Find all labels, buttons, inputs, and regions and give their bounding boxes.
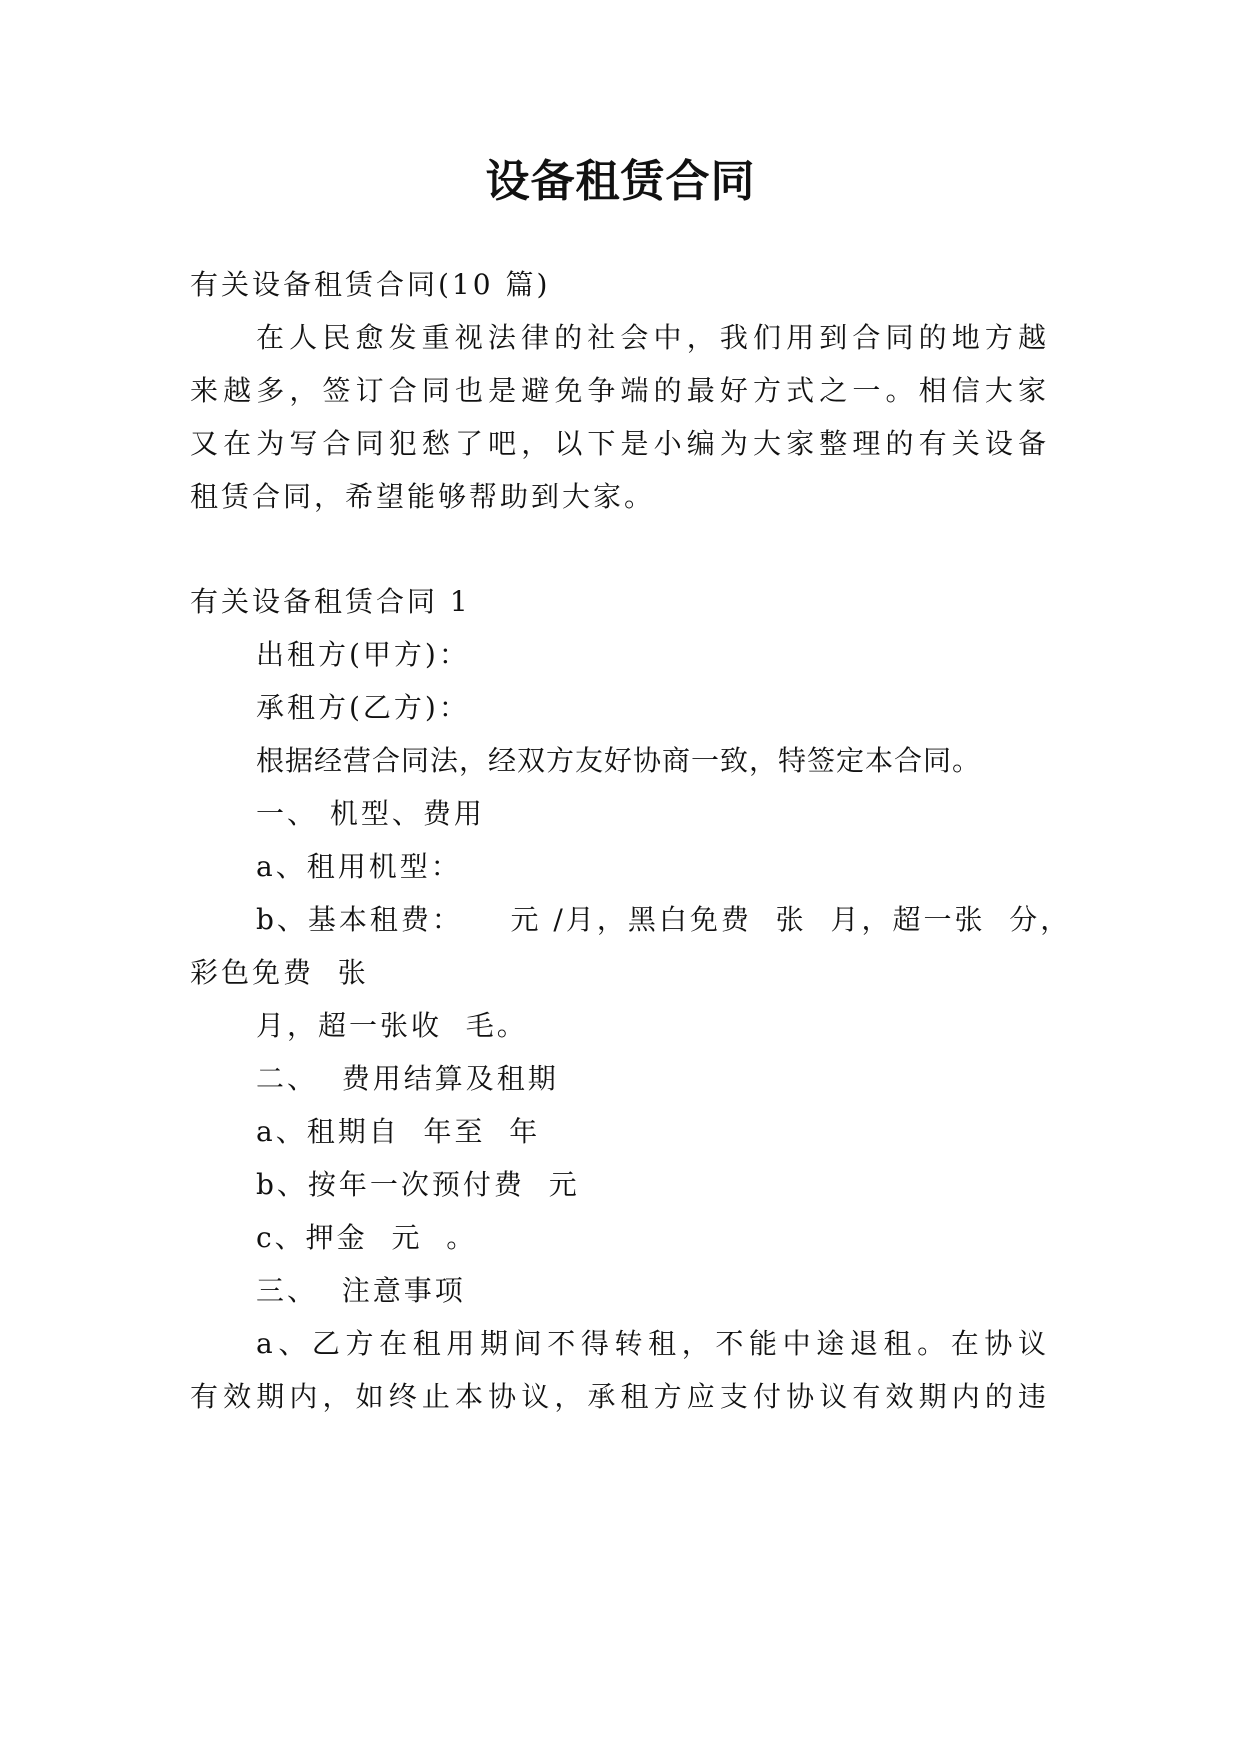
document-subtitle: 有关设备租赁合同(10 篇) (190, 268, 551, 301)
clause-3-item-a-cont: 有效期内，如终止本协议，承租方应支付协议有效期内的违 (190, 1380, 1048, 1413)
clause-2-item-c: c、押金 元 。 (256, 1221, 478, 1254)
clause-2-item-a: a、租期自 年至 年 (256, 1115, 541, 1148)
clause-1-item-b: b、基本租费： 元 /月，黑白免费 张 月，超一张 分， (256, 903, 1072, 936)
lessee-line: 承租方(乙方)： (256, 691, 470, 724)
clause-3-heading: 三、 注意事项 (256, 1274, 466, 1307)
clause-1-heading: 一、 机型、费用 (256, 797, 485, 830)
clause-1-item-b-cont-2: 月，超一张收 毛。 (256, 1009, 528, 1042)
intro-line-3: 又在为写合同犯愁了吧，以下是小编为大家整理的有关设备 (190, 427, 1048, 460)
section-heading: 有关设备租赁合同 1 (190, 585, 471, 618)
intro-line-1: 在人民愈发重视法律的社会中，我们用到合同的地方越 (256, 321, 1048, 354)
clause-2-heading: 二、 费用结算及租期 (256, 1062, 559, 1095)
clause-1-item-a: a、租用机型： (256, 850, 462, 883)
intro-line-4: 租赁合同，希望能够帮助到大家。 (190, 480, 656, 513)
clause-2-item-b: b、按年一次预付费 元 (256, 1168, 580, 1201)
lessor-line: 出租方(甲方)： (256, 638, 470, 671)
document-title: 设备租赁合同 (485, 156, 756, 207)
clause-3-item-a: a、乙方在租用期间不得转租，不能中途退租。在协议 (256, 1327, 1048, 1360)
agreement-basis-line: 根据经营合同法，经双方友好协商一致，特签定本合同。 (256, 744, 982, 777)
intro-line-2: 来越多，签订合同也是避免争端的最好方式之一。相信大家 (190, 374, 1048, 407)
clause-1-item-b-cont-1: 彩色免费 张 (190, 956, 369, 989)
